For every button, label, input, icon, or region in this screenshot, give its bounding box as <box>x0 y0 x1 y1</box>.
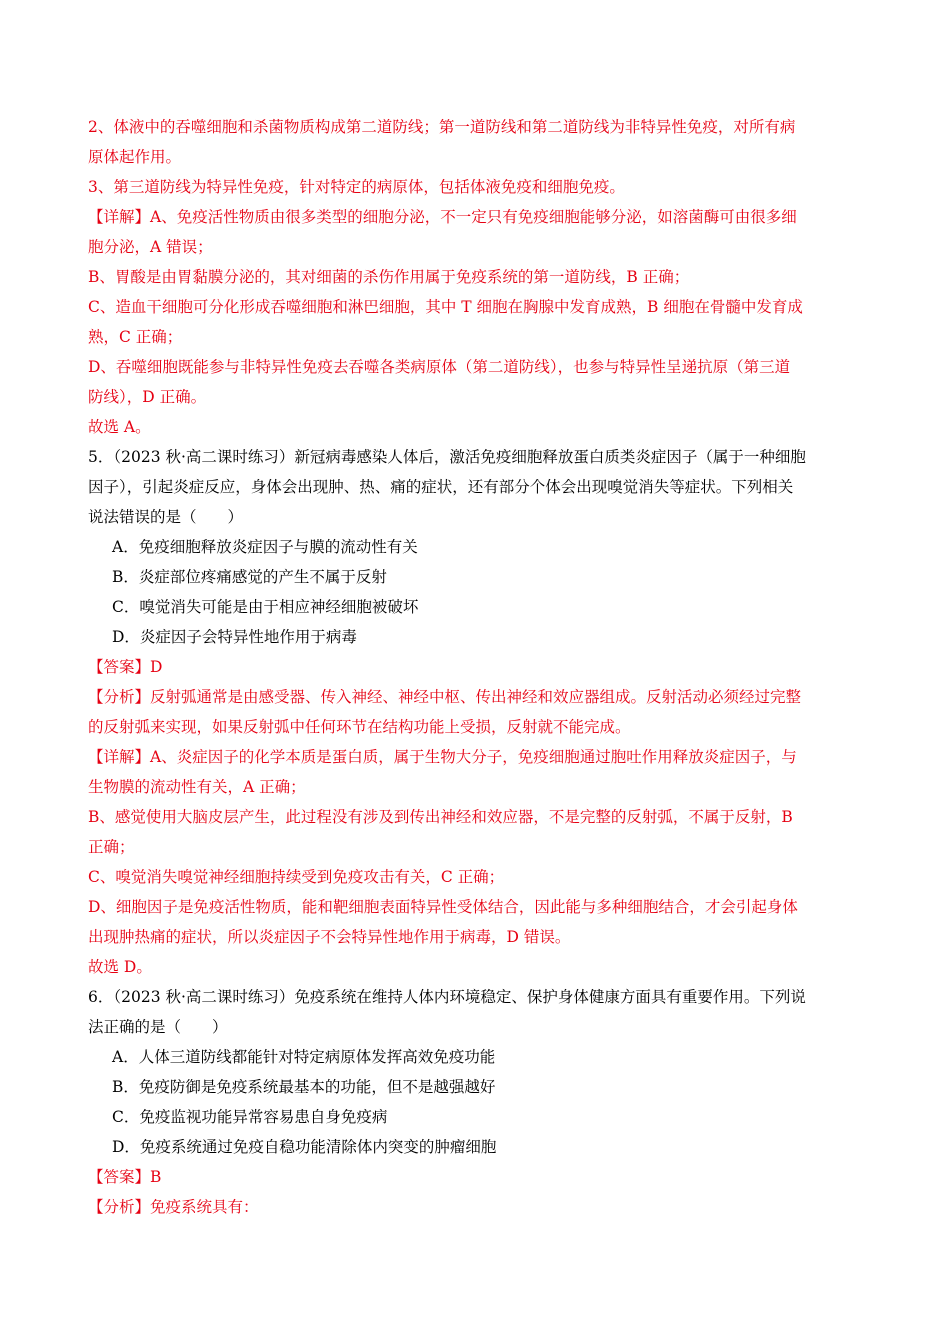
question-5-analysis: 【分析】反射弧通常是由感受器、传入神经、神经中枢、传出神经和效应器组成。反射活动必须经过完整 <box>88 688 802 706</box>
question-5-stem: 5．（2023 秋·高二课时练习）新冠病毒感染人体后，激活免疫细胞释放蛋白质类炎症因子（属于一种细胞 <box>88 448 806 466</box>
question-5-detail: D、细胞因子是免疫活性物质，能和靶细胞表面特异性受体结合，因此能与多种细胞结合，才会引起身体 <box>88 898 798 916</box>
explanation-line: 2、体液中的吞噬细胞和杀菌物质构成第二道防线；第一道防线和第二道防线为非特异性免疫，对所有病 <box>88 118 796 136</box>
detail-line: 【详解】A、免疫活性物质由很多类型的细胞分泌，不一定只有免疫细胞能够分泌，如溶菌酶可由很多细 <box>88 208 797 226</box>
document-page <box>88 112 864 1222</box>
question-6-option-d: D．免疫系统通过免疫自稳功能清除体内突变的肿瘤细胞 <box>112 1138 497 1156</box>
detail-line: 胞分泌，A 错误； <box>88 238 213 256</box>
detail-line: D、吞噬细胞既能参与非特异性免疫去吞噬各类病原体（第二道防线），也参与特异性呈递抗原（第三道 <box>88 358 791 376</box>
question-5-detail: 正确； <box>88 838 135 856</box>
question-5-option-b: B．炎症部位疼痛感觉的产生不属于反射 <box>112 568 387 586</box>
question-6-stem: 6．（2023 秋·高二课时练习）免疫系统在维持人体内环境稳定、保护身体健康方面具有重要作用。下列说 <box>88 988 806 1006</box>
question-6-answer: 【答案】B <box>88 1168 162 1186</box>
question-5-stem: 因子），引起炎症反应，身体会出现肿、热、痛的症状，还有部分个体会出现嗅觉消失等症状。下列相关 <box>88 478 794 496</box>
question-6-analysis: 【分析】免疫系统具有： <box>88 1198 259 1216</box>
question-5-analysis: 的反射弧来实现，如果反射弧中任何环节在结构功能上受损，反射就不能完成。 <box>88 718 631 736</box>
question-5-detail: 【详解】A、炎症因子的化学本质是蛋白质，属于生物大分子，免疫细胞通过胞吐作用释放炎症因子，与 <box>88 748 797 766</box>
detail-line: B、胃酸是由胃黏膜分泌的，其对细菌的杀伤作用属于免疫系统的第一道防线，B 正确； <box>88 268 690 286</box>
question-5-option-c: C．嗅觉消失可能是由于相应神经细胞被破坏 <box>112 598 419 616</box>
question-5-detail: 出现肿热痛的症状，所以炎症因子不会特异性地作用于病毒，D 错误。 <box>88 928 571 946</box>
question-6-option-a: A．人体三道防线都能针对特定病原体发挥高效免疫功能 <box>112 1048 496 1066</box>
question-5-option-d: D．炎症因子会特异性地作用于病毒 <box>112 628 357 646</box>
question-5-choice: 故选 D。 <box>88 958 152 976</box>
question-5-detail: B、感觉使用大脑皮层产生，此过程没有涉及到传出神经和效应器，不是完整的反射弧，不属于反射，B <box>88 808 793 826</box>
question-6-stem: 法正确的是（ ） <box>88 1018 228 1036</box>
explanation-line: 原体起作用。 <box>88 148 182 166</box>
question-5-detail: 生物膜的流动性有关，A 正确； <box>88 778 306 796</box>
question-5-answer: 【答案】D <box>88 658 163 676</box>
explanation-line: 3、第三道防线为特异性免疫，针对特定的病原体，包括体液免疫和细胞免疫。 <box>88 178 625 196</box>
question-5-detail: C、嗅觉消失嗅觉神经细胞持续受到免疫攻击有关，C 正确； <box>88 868 505 886</box>
detail-line: C、造血干细胞可分化形成吞噬细胞和淋巴细胞，其中 T 细胞在胸腺中发育成熟，B 细胞在骨髓中发育成 <box>88 298 803 316</box>
detail-line: 防线），D 正确。 <box>88 388 207 406</box>
question-6-option-b: B．免疫防御是免疫系统最基本的功能，但不是越强越好 <box>112 1078 496 1096</box>
choice-line: 故选 A。 <box>88 418 151 436</box>
detail-line: 熟，C 正确； <box>88 328 183 346</box>
question-5-stem: 说法错误的是（ ） <box>88 508 244 526</box>
question-6-option-c: C．免疫监视功能异常容易患自身免疫病 <box>112 1108 388 1126</box>
question-5-option-a: A．免疫细胞释放炎症因子与膜的流动性有关 <box>112 538 418 556</box>
